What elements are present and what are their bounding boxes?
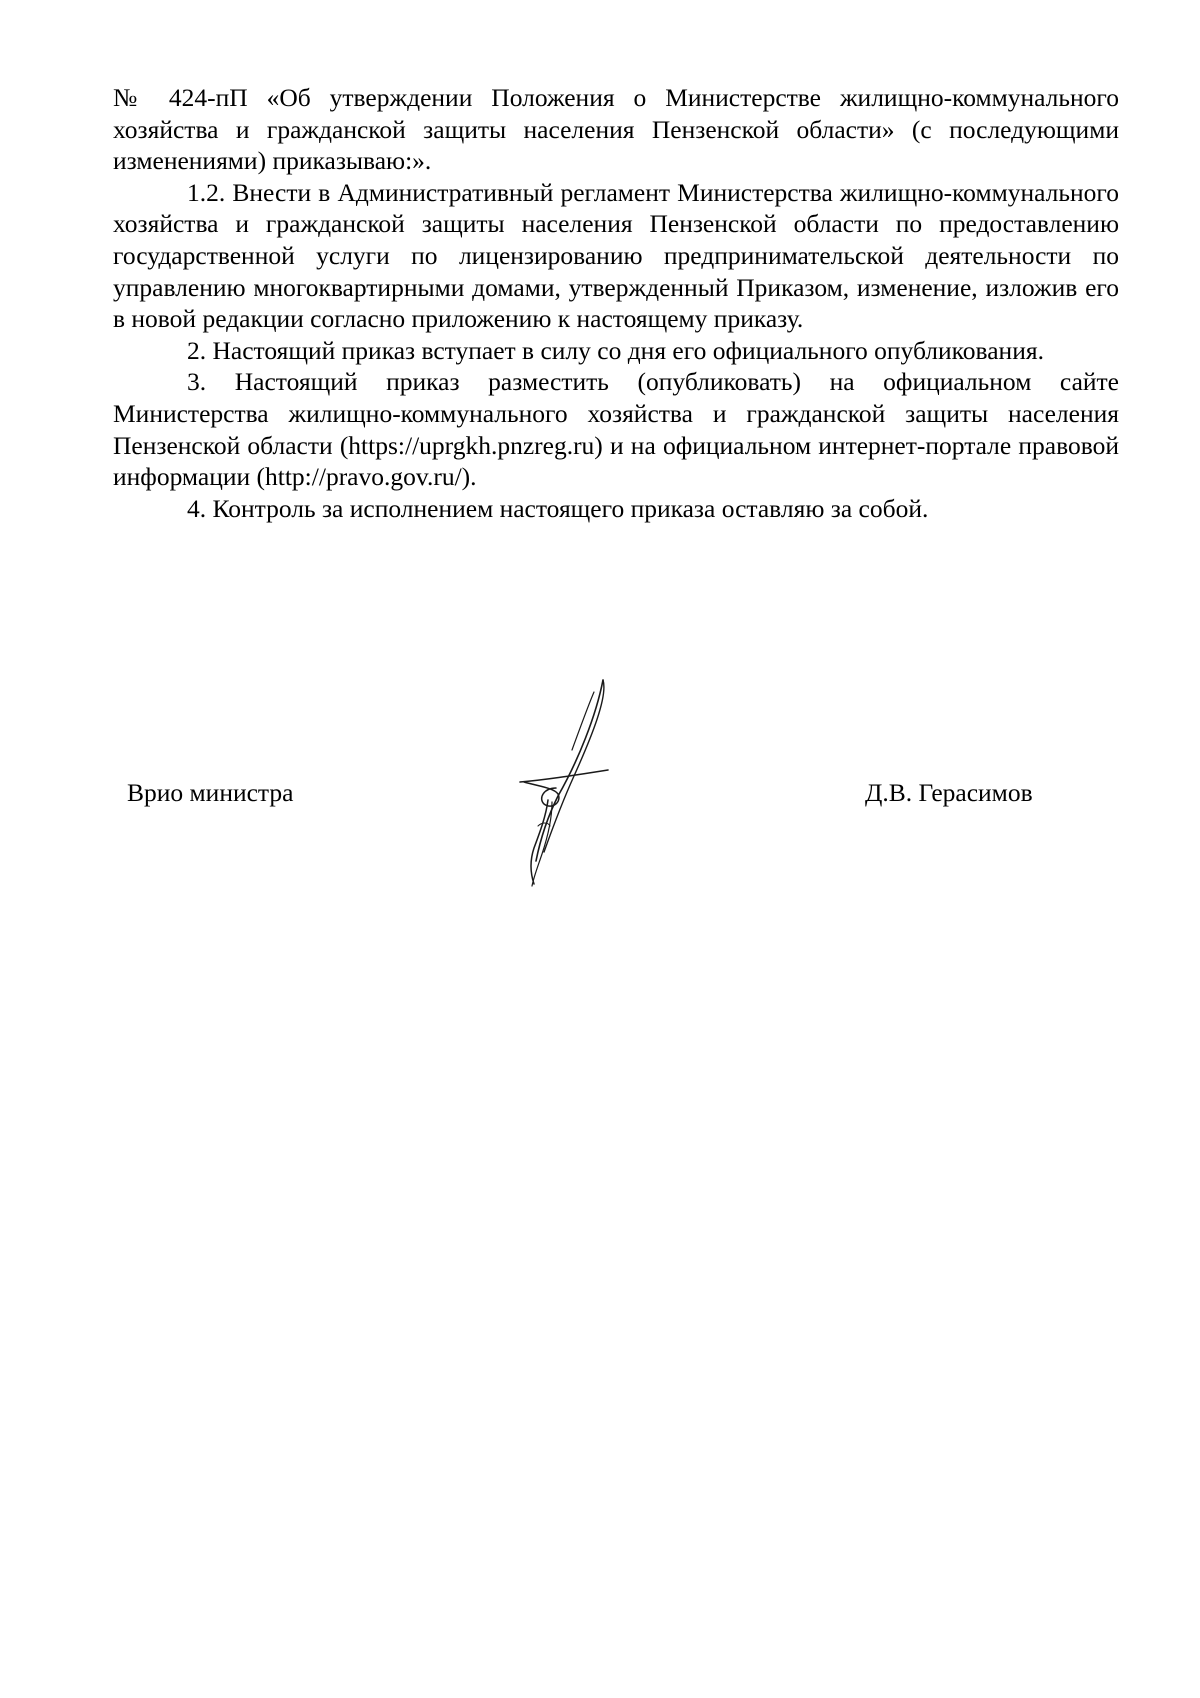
- handwritten-signature-icon: [508, 676, 628, 888]
- clause-2: 2. Настоящий приказ вступает в силу со дня его официального опубликования.: [187, 335, 1044, 365]
- clause-3: 3. Настоящий приказ разместить (опубликовать) на официальном сайте Министерства жилищно-коммунального хозяйства и гражданской защиты населения Пензенской области (https://uprgkh.pnzreg.ru) и на официальном интернет-портале правовой информации (http://pravo.gov.ru/).: [113, 367, 1119, 492]
- signer-name: Д.В. Герасимов: [865, 778, 1033, 807]
- preamble-continuation: № 424-пП «Об утверждении Положения о Министерстве жилищно-коммунального хозяйства и гражданской защиты населения Пензенской области» (с последующими изменениями) приказываю:».: [113, 83, 1119, 176]
- order-body: [113, 82, 1119, 524]
- signer-position: Врио министра: [127, 778, 294, 807]
- clause-1-2: 1.2. Внести в Административный регламент Министерства жилищно-коммунального хозяйства и гражданской защиты населения Пензенской области по предоставлению государственной услуги по лицензированию предпринимательской деятельности по управлению многоквартирными домами, утвержденный Приказом, изменение, изложив его в новой редакции согласно приложению к настоящему приказу.: [113, 177, 1119, 334]
- clause-4: 4. Контроль за исполнением настоящего приказа оставляю за собой.: [187, 493, 929, 523]
